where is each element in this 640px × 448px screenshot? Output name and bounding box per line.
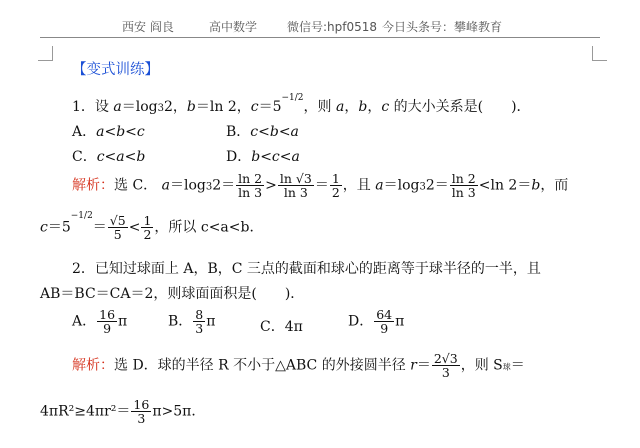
page-header — [0, 14, 640, 36]
margin-corner-mark — [592, 46, 607, 61]
section-title: 【变式训练】 — [72, 62, 159, 78]
q1-option-c: C．c<a<b — [72, 149, 146, 165]
q1-option-d: D．b<c<a — [226, 149, 300, 165]
q1-stem: 1．设 a＝log32，b＝ln 2，$c=5^{-1/2}$，则 a，b，c 的大小关系是( )． — [72, 93, 531, 115]
q2-stem-line1: 2．已知过球面上 A，B，C 三点的截面和球心的距离等于球半径的一半，且 — [72, 261, 541, 277]
q1-option-a: A．a<b<c — [72, 124, 145, 140]
q2-solution-label: 解析： — [72, 357, 114, 374]
q1-solution-line1: 解析：选 C． a＝log32＝ $\frac{\ln 2}{\ln 3}$ > $\frac{\ln √3}{\ln 3}$ ＝ $\frac{1}{2}$ ，且 a＝log32＝ $\frac{\ln 2}{\ln 3}$ <ln 2＝b，而 — [72, 171, 569, 201]
q2-option-b: B． $\frac{8}{3}$ π — [168, 307, 216, 337]
header-author: 西安 阎良 — [122, 20, 174, 34]
q2-options — [72, 308, 492, 342]
q2-option-c: C．4π — [260, 319, 303, 335]
q2-stem-line2: AB＝BC＝CA＝2，则球面面积是( )． — [40, 286, 305, 302]
q1-stem-prefix: 1．设 — [72, 99, 109, 115]
q1-solution-label: 解析： — [72, 177, 114, 194]
header-subject: 高中数学 — [209, 20, 258, 34]
q2-solution-line1: 解析：选 D．球的半径 R 不小于△ABC 的外接圆半径 r＝ $\frac{2√3}{3}$ ，则 S球＝ — [72, 351, 525, 381]
header-toutiao: 今日头条号：攀峰教育 — [382, 20, 503, 34]
q2-solution-then: ，则 S — [460, 357, 503, 374]
q1-solution-choice: 选 C． — [114, 177, 158, 194]
q2-solution-line2: 4πR²≥4πr²＝ $\frac{16}{3}$ π>5π． — [40, 397, 206, 427]
q1-solution-conclusion: ，所以 c<a<b． — [154, 219, 264, 236]
q2-option-d: D． $\frac{64}{9}$ π — [348, 307, 405, 337]
margin-corner-mark — [38, 46, 53, 61]
q2-option-a: A． $\frac{16}{9}$ π — [72, 307, 128, 337]
q1-option-b: B．c<b<a — [226, 124, 299, 140]
header-wechat: 微信号:hpf0518 — [287, 20, 378, 34]
q1-solution-line2: $c=5^{-1/2}=$ $\frac{√5}{5}$ < $\frac{1}{2}$ ，所以 c<a<b． — [40, 211, 264, 243]
header-rule — [40, 37, 600, 38]
q1-stem-suffix: 的大小关系是( )． — [393, 99, 531, 115]
q2-solution-text: 选 D．球的半径 R 不小于△ABC 的外接圆半径 — [114, 357, 406, 374]
q2-solution-inequality: 4πR²≥4πr²＝ — [40, 403, 131, 420]
